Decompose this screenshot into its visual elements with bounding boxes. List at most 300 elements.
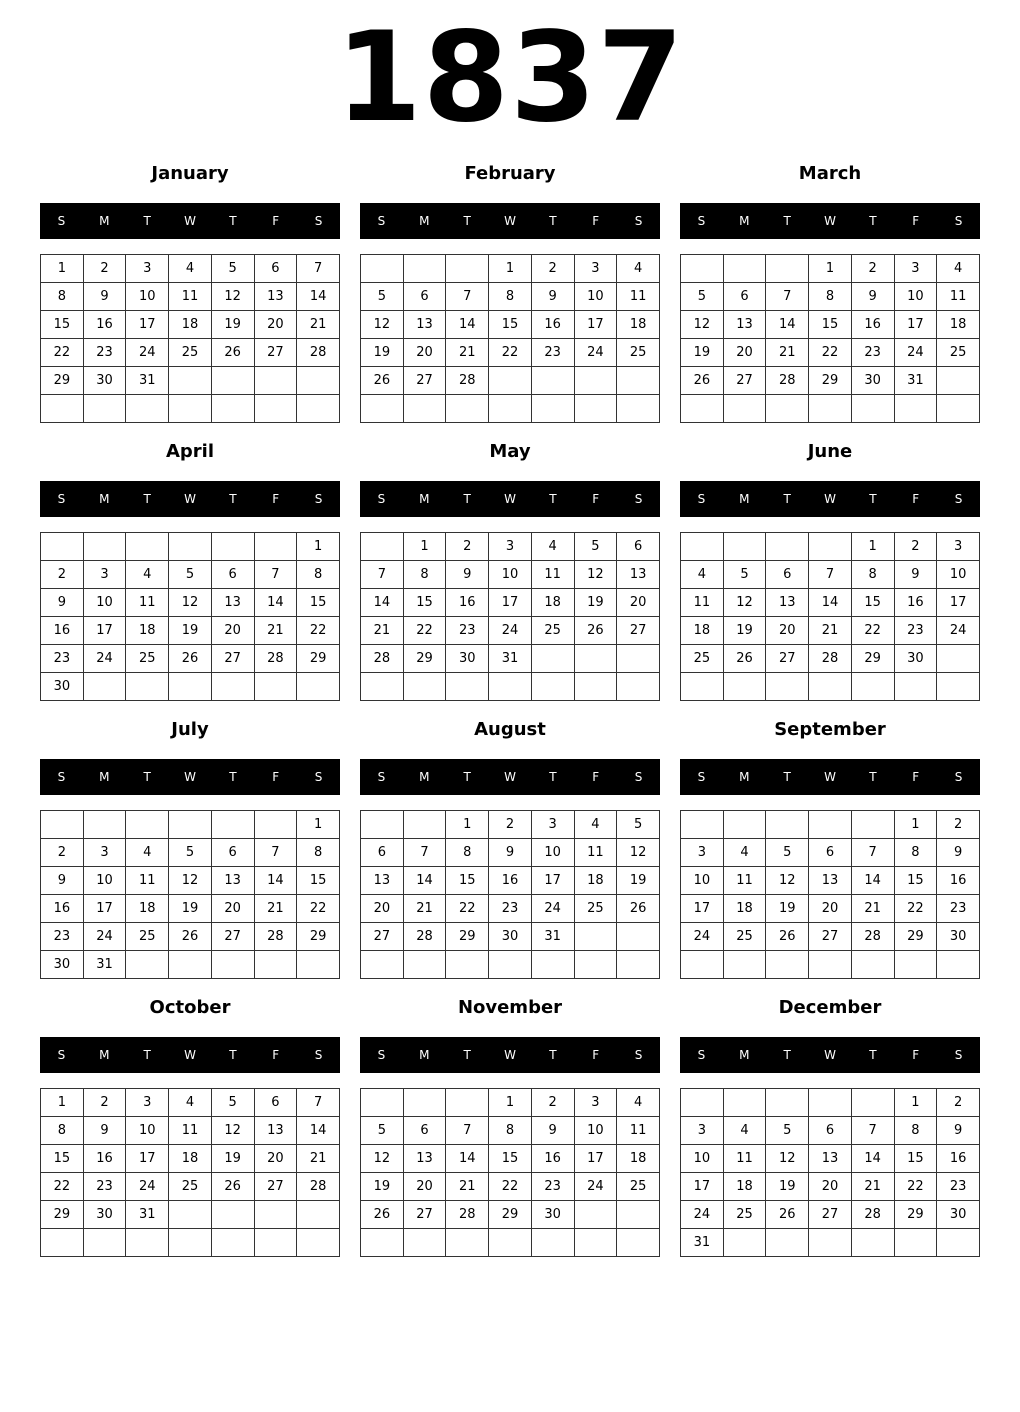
week-row — [681, 283, 980, 311]
day-cell: 13 — [766, 589, 809, 617]
day-cell: 7 — [297, 1089, 340, 1117]
day-cell: 21 — [446, 339, 489, 367]
week-row — [681, 533, 980, 561]
day-cell — [403, 395, 446, 423]
day-cell — [617, 951, 660, 979]
day-cell — [83, 811, 126, 839]
day-cell: 6 — [403, 283, 446, 311]
day-cell: 7 — [297, 255, 340, 283]
day-cell: 2 — [41, 561, 84, 589]
day-cell: 15 — [489, 311, 532, 339]
day-cell: 1 — [41, 255, 84, 283]
day-cell: 5 — [723, 561, 766, 589]
day-grid — [40, 1088, 340, 1257]
day-cell: 2 — [489, 811, 532, 839]
day-cell: 15 — [894, 867, 937, 895]
week-row — [361, 811, 660, 839]
day-cell: 17 — [681, 1173, 724, 1201]
day-cell: 6 — [723, 283, 766, 311]
day-cell: 21 — [297, 311, 340, 339]
day-cell: 22 — [809, 339, 852, 367]
day-cell — [211, 1229, 254, 1257]
day-cell: 13 — [254, 283, 297, 311]
day-cell: 14 — [297, 283, 340, 311]
week-row — [681, 339, 980, 367]
day-cell: 3 — [681, 1117, 724, 1145]
day-cell: 13 — [361, 867, 404, 895]
week-row — [41, 811, 340, 839]
day-cell — [809, 1089, 852, 1117]
day-cell: 24 — [489, 617, 532, 645]
day-cell: 4 — [681, 561, 724, 589]
day-cell: 25 — [723, 923, 766, 951]
day-cell: 28 — [446, 367, 489, 395]
day-cell — [723, 395, 766, 423]
day-cell: 16 — [41, 617, 84, 645]
weekday-label: M — [739, 492, 750, 506]
day-cell: 27 — [403, 1201, 446, 1229]
day-cell: 1 — [297, 533, 340, 561]
day-cell: 7 — [766, 283, 809, 311]
week-row — [41, 533, 340, 561]
day-cell: 2 — [446, 533, 489, 561]
day-cell: 31 — [126, 367, 169, 395]
day-cell: 3 — [126, 255, 169, 283]
day-cell — [211, 1201, 254, 1229]
day-cell: 3 — [83, 561, 126, 589]
day-cell: 10 — [574, 1117, 617, 1145]
day-cell: 13 — [403, 1145, 446, 1173]
week-row — [361, 561, 660, 589]
weekday-label: W — [184, 1048, 196, 1062]
day-cell: 16 — [937, 1145, 980, 1173]
day-cell: 1 — [297, 811, 340, 839]
day-cell: 14 — [361, 589, 404, 617]
day-cell: 29 — [894, 923, 937, 951]
day-cell: 25 — [723, 1201, 766, 1229]
day-cell: 6 — [361, 839, 404, 867]
day-cell: 1 — [851, 533, 894, 561]
week-row — [681, 811, 980, 839]
day-cell: 21 — [851, 895, 894, 923]
day-cell: 14 — [446, 311, 489, 339]
day-cell: 5 — [617, 811, 660, 839]
week-row — [681, 867, 980, 895]
week-row — [41, 311, 340, 339]
day-cell: 25 — [937, 339, 980, 367]
day-cell — [766, 533, 809, 561]
day-cell: 29 — [41, 1201, 84, 1229]
weekday-label: M — [419, 770, 430, 784]
weekday-label: T — [783, 214, 791, 228]
day-cell — [851, 1229, 894, 1257]
day-cell — [254, 951, 297, 979]
weekday-label: T — [463, 214, 471, 228]
day-cell — [723, 673, 766, 701]
day-cell: 28 — [297, 1173, 340, 1201]
day-cell: 8 — [894, 1117, 937, 1145]
day-cell: 24 — [894, 339, 937, 367]
weekday-label: S — [377, 1048, 386, 1062]
day-cell: 26 — [211, 1173, 254, 1201]
weekday-label: T — [143, 1048, 151, 1062]
week-row — [681, 895, 980, 923]
day-cell: 8 — [41, 1117, 84, 1145]
day-grid — [360, 810, 660, 979]
day-cell: 6 — [809, 839, 852, 867]
day-cell: 28 — [809, 645, 852, 673]
weekday-label: T — [869, 492, 877, 506]
weekday-label: T — [783, 1048, 791, 1062]
day-cell: 19 — [169, 895, 212, 923]
day-cell: 6 — [403, 1117, 446, 1145]
day-cell — [83, 533, 126, 561]
week-row — [41, 283, 340, 311]
day-cell: 25 — [681, 645, 724, 673]
day-cell: 10 — [937, 561, 980, 589]
day-cell: 26 — [169, 923, 212, 951]
day-cell: 24 — [937, 617, 980, 645]
weekday-header-bar — [680, 1037, 980, 1073]
day-cell: 9 — [83, 1117, 126, 1145]
day-cell: 26 — [723, 645, 766, 673]
day-cell: 17 — [531, 867, 574, 895]
day-cell — [446, 1229, 489, 1257]
day-cell — [723, 1229, 766, 1257]
weekday-label: W — [504, 1048, 516, 1062]
day-cell — [723, 533, 766, 561]
day-cell: 17 — [83, 617, 126, 645]
day-cell: 2 — [83, 1089, 126, 1117]
day-cell: 16 — [531, 311, 574, 339]
week-row — [361, 617, 660, 645]
weekday-label: F — [592, 492, 600, 506]
week-row — [361, 839, 660, 867]
day-cell: 31 — [894, 367, 937, 395]
day-cell: 14 — [809, 589, 852, 617]
day-cell: 30 — [851, 367, 894, 395]
day-cell: 19 — [211, 1145, 254, 1173]
day-cell — [531, 1229, 574, 1257]
day-cell — [297, 673, 340, 701]
day-cell — [681, 255, 724, 283]
day-cell: 6 — [254, 1089, 297, 1117]
day-cell: 23 — [531, 1173, 574, 1201]
day-cell: 9 — [489, 839, 532, 867]
day-cell: 31 — [531, 923, 574, 951]
day-cell — [83, 395, 126, 423]
day-cell: 3 — [83, 839, 126, 867]
day-cell: 20 — [254, 311, 297, 339]
day-cell: 3 — [126, 1089, 169, 1117]
day-cell: 24 — [531, 895, 574, 923]
day-cell: 23 — [41, 923, 84, 951]
day-cell: 15 — [851, 589, 894, 617]
day-cell: 16 — [83, 311, 126, 339]
day-cell: 10 — [126, 1117, 169, 1145]
day-cell: 9 — [937, 839, 980, 867]
day-cell — [403, 1229, 446, 1257]
day-cell: 25 — [617, 1173, 660, 1201]
weekday-label: F — [912, 770, 920, 784]
day-cell: 20 — [403, 339, 446, 367]
day-cell: 9 — [531, 283, 574, 311]
day-cell: 13 — [211, 867, 254, 895]
day-cell — [446, 255, 489, 283]
weekday-label: T — [463, 492, 471, 506]
day-cell: 20 — [211, 617, 254, 645]
week-row — [361, 283, 660, 311]
day-grid — [360, 254, 660, 423]
weekday-label: S — [314, 492, 323, 506]
day-cell: 28 — [446, 1201, 489, 1229]
day-cell: 9 — [937, 1117, 980, 1145]
weekday-label: S — [954, 1048, 963, 1062]
day-cell — [574, 395, 617, 423]
day-cell — [489, 395, 532, 423]
day-cell: 16 — [41, 895, 84, 923]
week-row — [361, 673, 660, 701]
week-row — [681, 1145, 980, 1173]
day-cell — [297, 367, 340, 395]
day-cell: 4 — [126, 839, 169, 867]
week-row — [681, 1173, 980, 1201]
day-cell — [809, 951, 852, 979]
weekday-label: W — [504, 770, 516, 784]
weekday-label: M — [99, 492, 110, 506]
weekday-label: W — [824, 492, 836, 506]
weekday-label: F — [272, 1048, 280, 1062]
weekday-label: T — [143, 214, 151, 228]
day-cell — [254, 533, 297, 561]
day-cell — [297, 1229, 340, 1257]
week-row — [361, 923, 660, 951]
day-cell: 12 — [361, 1145, 404, 1173]
weekday-label: S — [57, 492, 66, 506]
day-cell — [574, 1229, 617, 1257]
day-cell: 18 — [723, 1173, 766, 1201]
day-cell — [681, 673, 724, 701]
day-cell — [361, 395, 404, 423]
day-cell: 3 — [574, 255, 617, 283]
day-cell — [126, 673, 169, 701]
day-cell — [809, 673, 852, 701]
weekday-label: W — [504, 492, 516, 506]
day-cell: 13 — [809, 1145, 852, 1173]
weekday-label: S — [377, 492, 386, 506]
day-cell: 18 — [126, 617, 169, 645]
day-cell: 9 — [83, 283, 126, 311]
weekday-label: W — [824, 214, 836, 228]
day-cell: 14 — [297, 1117, 340, 1145]
day-cell — [446, 951, 489, 979]
day-cell — [489, 1229, 532, 1257]
day-grid — [680, 810, 980, 979]
day-cell: 23 — [489, 895, 532, 923]
day-cell — [574, 645, 617, 673]
week-row — [41, 673, 340, 701]
day-cell — [937, 395, 980, 423]
day-cell: 11 — [937, 283, 980, 311]
week-row — [41, 367, 340, 395]
day-cell: 11 — [723, 867, 766, 895]
day-cell — [574, 951, 617, 979]
day-cell — [169, 1201, 212, 1229]
day-cell — [681, 395, 724, 423]
day-cell: 20 — [809, 1173, 852, 1201]
day-cell — [211, 673, 254, 701]
day-cell — [617, 395, 660, 423]
day-cell: 20 — [254, 1145, 297, 1173]
day-cell: 21 — [254, 895, 297, 923]
day-cell — [489, 673, 532, 701]
day-cell — [617, 1229, 660, 1257]
day-grid — [680, 254, 980, 423]
weekday-label: S — [954, 492, 963, 506]
day-grid — [40, 810, 340, 979]
day-cell — [403, 951, 446, 979]
day-cell — [851, 673, 894, 701]
day-cell: 3 — [681, 839, 724, 867]
week-row — [681, 951, 980, 979]
day-cell: 22 — [489, 1173, 532, 1201]
day-cell — [361, 1229, 404, 1257]
day-cell: 26 — [617, 895, 660, 923]
day-cell: 7 — [254, 839, 297, 867]
day-cell: 17 — [894, 311, 937, 339]
day-cell: 26 — [169, 645, 212, 673]
weekday-label: M — [419, 492, 430, 506]
day-cell — [617, 1201, 660, 1229]
week-row — [41, 589, 340, 617]
day-cell — [894, 951, 937, 979]
day-cell: 19 — [766, 895, 809, 923]
day-cell — [766, 1229, 809, 1257]
week-row — [41, 255, 340, 283]
day-cell: 26 — [766, 923, 809, 951]
day-cell: 22 — [851, 617, 894, 645]
week-row — [41, 1173, 340, 1201]
day-cell — [169, 673, 212, 701]
day-cell: 28 — [851, 923, 894, 951]
day-cell: 29 — [41, 367, 84, 395]
day-cell: 30 — [83, 367, 126, 395]
day-cell: 14 — [403, 867, 446, 895]
day-cell — [681, 951, 724, 979]
day-cell: 29 — [403, 645, 446, 673]
weekday-label: S — [697, 770, 706, 784]
day-cell: 29 — [851, 645, 894, 673]
day-cell: 12 — [169, 867, 212, 895]
weekday-label: S — [57, 1048, 66, 1062]
day-cell — [126, 811, 169, 839]
day-cell — [211, 811, 254, 839]
day-cell: 16 — [489, 867, 532, 895]
day-cell: 6 — [211, 839, 254, 867]
day-cell — [574, 923, 617, 951]
day-cell: 8 — [403, 561, 446, 589]
day-cell: 7 — [809, 561, 852, 589]
weekday-label: T — [549, 492, 557, 506]
day-cell: 3 — [574, 1089, 617, 1117]
day-cell: 5 — [211, 1089, 254, 1117]
weekday-label: F — [272, 492, 280, 506]
weekday-label: S — [634, 214, 643, 228]
day-cell: 11 — [169, 1117, 212, 1145]
day-cell: 17 — [489, 589, 532, 617]
day-cell: 3 — [531, 811, 574, 839]
weekday-label: M — [739, 770, 750, 784]
day-cell: 25 — [126, 645, 169, 673]
day-cell: 20 — [809, 895, 852, 923]
day-cell: 11 — [617, 283, 660, 311]
day-cell: 9 — [531, 1117, 574, 1145]
day-cell: 10 — [681, 867, 724, 895]
week-row — [681, 395, 980, 423]
weekday-label: S — [314, 770, 323, 784]
day-cell: 27 — [809, 1201, 852, 1229]
day-cell: 28 — [851, 1201, 894, 1229]
day-cell — [361, 255, 404, 283]
month-name: April — [165, 441, 215, 462]
day-cell: 4 — [617, 255, 660, 283]
day-cell: 30 — [531, 1201, 574, 1229]
day-cell: 21 — [851, 1173, 894, 1201]
weekday-label: S — [634, 770, 643, 784]
day-cell — [169, 395, 212, 423]
week-row — [361, 1145, 660, 1173]
weekday-label: T — [869, 214, 877, 228]
day-cell — [851, 395, 894, 423]
day-cell — [83, 673, 126, 701]
day-cell: 12 — [766, 1145, 809, 1173]
day-cell: 10 — [83, 589, 126, 617]
day-cell: 14 — [766, 311, 809, 339]
week-row — [41, 339, 340, 367]
weekday-label: F — [272, 214, 280, 228]
day-cell — [809, 533, 852, 561]
day-cell: 28 — [361, 645, 404, 673]
day-cell: 8 — [41, 283, 84, 311]
day-cell: 15 — [809, 311, 852, 339]
day-cell: 1 — [41, 1089, 84, 1117]
day-cell: 25 — [531, 617, 574, 645]
day-cell — [361, 533, 404, 561]
day-cell — [83, 1229, 126, 1257]
day-cell: 19 — [574, 589, 617, 617]
day-grid — [360, 532, 660, 701]
day-cell: 18 — [169, 1145, 212, 1173]
day-cell: 12 — [361, 311, 404, 339]
day-cell: 5 — [211, 255, 254, 283]
day-cell: 19 — [723, 617, 766, 645]
day-cell — [766, 811, 809, 839]
week-row — [681, 645, 980, 673]
day-cell: 9 — [41, 589, 84, 617]
day-cell: 25 — [574, 895, 617, 923]
day-cell: 2 — [531, 1089, 574, 1117]
day-cell — [809, 1229, 852, 1257]
weekday-label: F — [912, 492, 920, 506]
weekday-label: S — [634, 492, 643, 506]
weekday-label: S — [954, 770, 963, 784]
week-row — [681, 1117, 980, 1145]
day-cell: 18 — [126, 895, 169, 923]
weekday-label: S — [697, 1048, 706, 1062]
day-cell: 4 — [617, 1089, 660, 1117]
day-cell: 2 — [894, 533, 937, 561]
week-row — [681, 673, 980, 701]
